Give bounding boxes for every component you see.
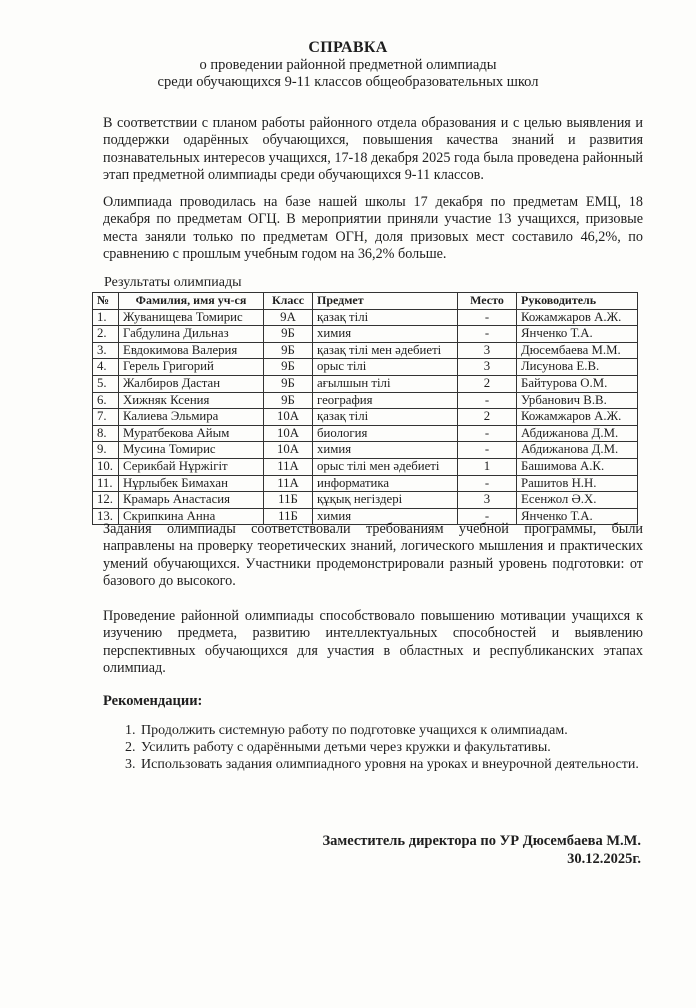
cell-number: 12. <box>93 492 119 509</box>
table-header-row <box>93 293 638 310</box>
cell-class: 9Б <box>264 392 313 409</box>
table-row <box>93 309 638 326</box>
cell-place: - <box>458 392 517 409</box>
cell-name: Серикбай Нұржігіт <box>119 458 264 475</box>
cell-leader: Рашитов Н.Н. <box>517 475 638 492</box>
cell-subject: химия <box>313 326 458 343</box>
title-block <box>0 38 696 91</box>
cell-number: 13. <box>93 508 119 525</box>
header-number: № <box>93 293 119 310</box>
cell-leader: Абдижанова Д.М. <box>517 442 638 459</box>
cell-class: 9Б <box>264 326 313 343</box>
table-row <box>93 442 638 459</box>
header-leader: Руководитель <box>517 293 638 310</box>
cell-subject: орыс тілі <box>313 359 458 376</box>
table-row <box>93 342 638 359</box>
cell-place: - <box>458 326 517 343</box>
cell-place: - <box>458 425 517 442</box>
cell-number: 7. <box>93 409 119 426</box>
header-class: Класс <box>264 293 313 310</box>
cell-number: 1. <box>93 309 119 326</box>
cell-subject: ағылшын тілі <box>313 375 458 392</box>
cell-name: Герель Григорий <box>119 359 264 376</box>
table-row <box>93 359 638 376</box>
cell-class: 11Б <box>264 492 313 509</box>
cell-name: Нұрлыбек Бимахан <box>119 475 264 492</box>
cell-number: 5. <box>93 375 119 392</box>
cell-class: 11Б <box>264 508 313 525</box>
signature-block <box>322 833 641 868</box>
cell-number: 6. <box>93 392 119 409</box>
cell-name: Жуванищева Томирис <box>119 309 264 326</box>
cell-number: 9. <box>93 442 119 459</box>
table-row <box>93 475 638 492</box>
cell-leader: Урбанович В.В. <box>517 392 638 409</box>
cell-place: 2 <box>458 409 517 426</box>
cell-class: 9Б <box>264 342 313 359</box>
cell-number: 2. <box>93 326 119 343</box>
cell-subject: химия <box>313 442 458 459</box>
cell-number: 4. <box>93 359 119 376</box>
tasks-paragraph: Задания олимпиады соответствовали требованиям учебной программы, были направлены на проверку теоретических знаний, логического мышления и практических умений обучающихся. Участники продемонстрировали разный уровень подготовки: от базового до высокого. <box>103 521 643 590</box>
conclusion-paragraph: Проведение районной олимпиады способствовало повышению мотивации учащихся к изучению предмета, развитию интеллектуальных способностей и выявлению перспективных обучающихся для участия в областных и республиканских этапах олимпиад. <box>103 608 643 677</box>
table-row <box>93 375 638 392</box>
table-row <box>93 392 638 409</box>
cell-number: 8. <box>93 425 119 442</box>
header-place: Место <box>458 293 517 310</box>
cell-number: 11. <box>93 475 119 492</box>
cell-place: 1 <box>458 458 517 475</box>
cell-class: 9А <box>264 309 313 326</box>
cell-name: Габдулина Дильназ <box>119 326 264 343</box>
cell-name: Скрипкина Анна <box>119 508 264 525</box>
cell-leader: Есенжол Ә.Х. <box>517 492 638 509</box>
document-subtitle-line1: о проведении районной предметной олимпиады <box>199 57 497 73</box>
cell-class: 10А <box>264 409 313 426</box>
cell-place: - <box>458 508 517 525</box>
cell-class: 9Б <box>264 375 313 392</box>
cell-leader: Башимова А.К. <box>517 458 638 475</box>
cell-subject: қазақ тілі мен әдебиеті <box>313 342 458 359</box>
cell-place: 3 <box>458 342 517 359</box>
cell-subject: қазақ тілі <box>313 409 458 426</box>
cell-leader: Кожамжаров А.Ж. <box>517 409 638 426</box>
cell-subject: география <box>313 392 458 409</box>
cell-subject: қазақ тілі <box>313 309 458 326</box>
signature-line: Заместитель директора по УР Дюсембаева М.М. <box>322 833 641 849</box>
intro-paragraph: В соответствии с планом работы районного отдела образования и с целью выявления и поддержки одарённых обучающихся, повышения качества знаний и развития познавательных интересов учащихся, 17-18 декабря 2025 года была проведена районный этап предметной олимпиады среди обучающихся 9-11 классов. <box>103 115 643 184</box>
table-row <box>93 425 638 442</box>
cell-subject: орыс тілі мен әдебиеті <box>313 458 458 475</box>
table-row <box>93 326 638 343</box>
cell-number: 10. <box>93 458 119 475</box>
cell-leader: Абдижанова Д.М. <box>517 425 638 442</box>
cell-place: - <box>458 442 517 459</box>
cell-place: 3 <box>458 359 517 376</box>
cell-name: Мусина Томирис <box>119 442 264 459</box>
recommendation-item: 1. Продолжить системную работу по подготовке учащихся к олимпиадам. <box>139 722 639 739</box>
document-subtitle-line2: среди обучающихся 9-11 классов общеобразовательных школ <box>157 74 539 90</box>
cell-subject: информатика <box>313 475 458 492</box>
cell-class: 11А <box>264 475 313 492</box>
cell-name: Жалбиров Дастан <box>119 375 264 392</box>
cell-class: 9Б <box>264 359 313 376</box>
cell-subject: химия <box>313 508 458 525</box>
cell-leader: Янченко Т.А. <box>517 326 638 343</box>
cell-name: Хижняк Ксения <box>119 392 264 409</box>
recommendations-title: Рекомендации: <box>103 693 203 709</box>
participation-paragraph: Олимпиада проводилась на базе нашей школы 17 декабря по предметам ЕМЦ, 18 декабря по предметам ОГЦ. В мероприятии приняли участие 13 учащихся, призовые места заняли только по предметам ОГН, доля призовых мест составило 46,2%, по сравнению с прошлым учебным годом на 36,2% больше. <box>103 194 643 263</box>
cell-subject: құқық негіздері <box>313 492 458 509</box>
cell-place: 2 <box>458 375 517 392</box>
cell-leader: Кожамжаров А.Ж. <box>517 309 638 326</box>
cell-subject: биология <box>313 425 458 442</box>
recommendations-list <box>117 722 639 773</box>
cell-class: 11А <box>264 458 313 475</box>
cell-leader: Янченко Т.А. <box>517 508 638 525</box>
results-table <box>92 292 638 525</box>
signature-date: 30.12.2025г. <box>567 850 641 867</box>
table-row <box>93 492 638 509</box>
table-row <box>93 458 638 475</box>
recommendation-item: 2. Усилить работу с одарёнными детьми через кружки и факультативы. <box>139 739 639 756</box>
cell-place: 3 <box>458 492 517 509</box>
cell-class: 10А <box>264 425 313 442</box>
cell-number: 3. <box>93 342 119 359</box>
header-name: Фамилия, имя уч-ся <box>119 293 264 310</box>
cell-leader: Байтурова О.М. <box>517 375 638 392</box>
cell-leader: Лисунова Е.В. <box>517 359 638 376</box>
cell-name: Евдокимова Валерия <box>119 342 264 359</box>
cell-class: 10А <box>264 442 313 459</box>
recommendation-item: 3. Использовать задания олимпиадного уровня на уроках и внеурочной деятельности. <box>139 756 639 773</box>
header-subject: Предмет <box>313 293 458 310</box>
table-caption: Результаты олимпиады <box>104 275 242 290</box>
cell-name: Муратбекова Айым <box>119 425 264 442</box>
cell-name: Калиева Эльмира <box>119 409 264 426</box>
cell-place: - <box>458 475 517 492</box>
cell-place: - <box>458 309 517 326</box>
table-row <box>93 409 638 426</box>
cell-name: Крамарь Анастасия <box>119 492 264 509</box>
cell-leader: Дюсембаева М.М. <box>517 342 638 359</box>
document-title: СПРАВКА <box>308 39 388 56</box>
